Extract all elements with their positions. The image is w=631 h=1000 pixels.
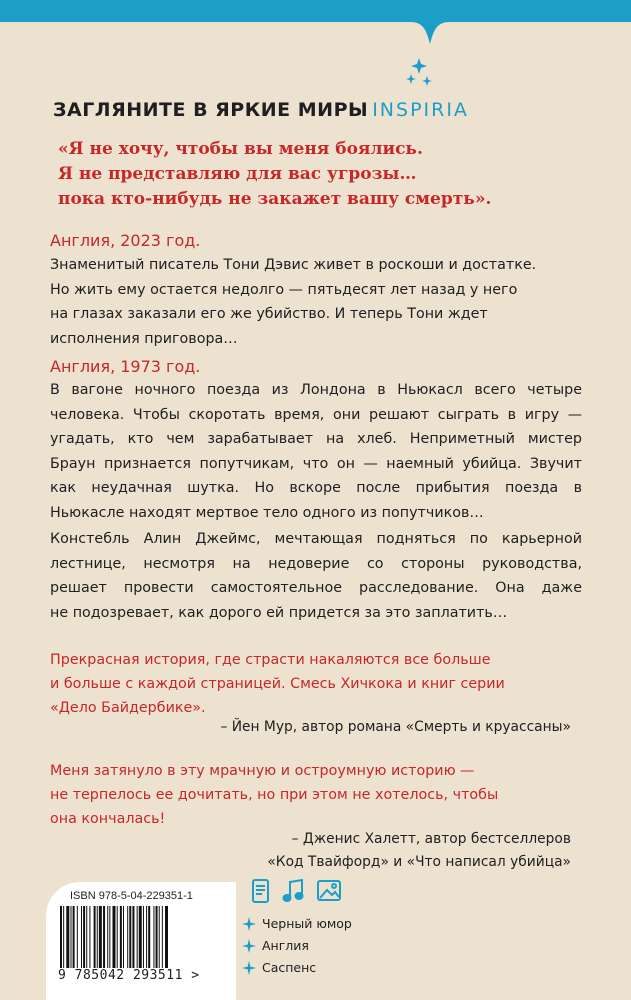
paragraph-line: решает провести самостоятельное расследование. Она даже: [50, 580, 582, 596]
review-line: Прекрасная история, где страсти накаляются все больше: [50, 652, 491, 668]
paragraph-line: Ньюкасле находят мертвое тело одного из попутчиков…: [50, 504, 484, 521]
genre-tag-label: Саспенс: [262, 960, 317, 975]
barcode-panel: [46, 882, 236, 1000]
series-header: [53, 99, 469, 121]
paragraph-line: В вагоне ночного поезда из Лондона в Ньюкасл всего четыре: [50, 382, 582, 398]
star-icon: [242, 939, 256, 953]
section-heading-2023: Англия, 2023 год.: [50, 231, 201, 250]
header-lead: ЗАГЛЯНИТЕ В ЯРКИЕ МИРЫ: [53, 99, 369, 121]
paragraph-line: человека. Чтобы скоротать время, они решают сыграть в игру —: [50, 406, 582, 423]
review-line: не терпелось ее дочитать, но при этом не хотелось, чтобы: [50, 787, 499, 803]
synopsis-constable: [50, 527, 582, 625]
paragraph-line: на глазах заказали его же убийство. И теперь Тони ждет: [50, 306, 488, 322]
paragraph-line: как неудачная шутка. Но вскоре после прибытия поезда в: [50, 480, 582, 496]
synopsis-2023: [50, 253, 582, 351]
review-quote-2: [50, 759, 590, 831]
star-icon: [242, 961, 256, 975]
author-line: «Код Твайфорд» и «Что написал убийца»: [267, 854, 571, 870]
sparkle-stars-icon: [405, 58, 435, 98]
synopsis-1973: [50, 378, 582, 525]
paragraph-line: угадать, кто чем зарабатывает на хлеб. Неприметный мистер: [50, 431, 582, 447]
paragraph-line: лестнице, несмотря на недоверие со стороны руководства,: [50, 555, 582, 572]
star-icon: [242, 917, 256, 931]
genre-tag: [242, 957, 352, 979]
paragraph-line: исполнения приговора…: [50, 330, 238, 347]
brand-name: INSPIRIA: [372, 99, 469, 121]
review-line: и больше с каждой страницей. Смесь Хичкока и книг серии: [50, 676, 505, 692]
barcode-icon: [60, 906, 230, 968]
section-heading-1973: Англия, 1973 год.: [50, 357, 201, 376]
ebook-icon: [253, 880, 268, 902]
review-author-1: – Йен Мур, автор романа «Смерть и круассаны»: [220, 719, 571, 735]
review-quote-1: [50, 648, 590, 720]
quote-line: «Я не хочу, чтобы вы меня боялись.: [58, 139, 423, 159]
image-icon: [318, 881, 340, 900]
top-blue-band: [0, 0, 631, 46]
review-author-2: [267, 828, 571, 874]
paragraph-line: Констебль Алин Джеймс, мечтающая подняться по карьерной: [50, 531, 582, 547]
book-quote: [58, 137, 528, 212]
genre-tags: [242, 913, 352, 979]
isbn-text: ISBN 978-5-04-229351-1: [70, 890, 193, 902]
author-line: – Дженис Халетт, автор бестселлеров: [291, 831, 571, 847]
format-icons: [250, 877, 346, 905]
genre-tag: [242, 913, 352, 935]
paragraph-line: Знаменитый писатель Тони Дэвис живет в роскоши и достатке.: [50, 257, 537, 273]
quote-line: Я не представляю для вас угрозы…: [58, 164, 417, 184]
audiobook-icon: [284, 880, 303, 901]
genre-tag-label: Англия: [262, 938, 309, 953]
quote-line: пока кто-нибудь не закажет вашу смерть».: [58, 189, 492, 209]
review-line: она кончалась!: [50, 811, 166, 827]
review-line: «Дело Байдербике».: [50, 700, 206, 716]
paragraph-line: Браун признается попутчикам, что он — наемный убийца. Звучит: [50, 455, 582, 472]
paragraph-line: Но жить ему остается недолго — пятьдесят лет назад у него: [50, 281, 518, 298]
genre-tag: [242, 935, 352, 957]
review-line: Меня затянуло в эту мрачную и остроумную историю —: [50, 763, 475, 779]
barcode-number: 9 785042 293511 >: [58, 968, 200, 983]
genre-tag-label: Черный юмор: [262, 916, 352, 931]
paragraph-line: не подозревает, как дорого ей придется за это заплатить…: [50, 604, 508, 621]
